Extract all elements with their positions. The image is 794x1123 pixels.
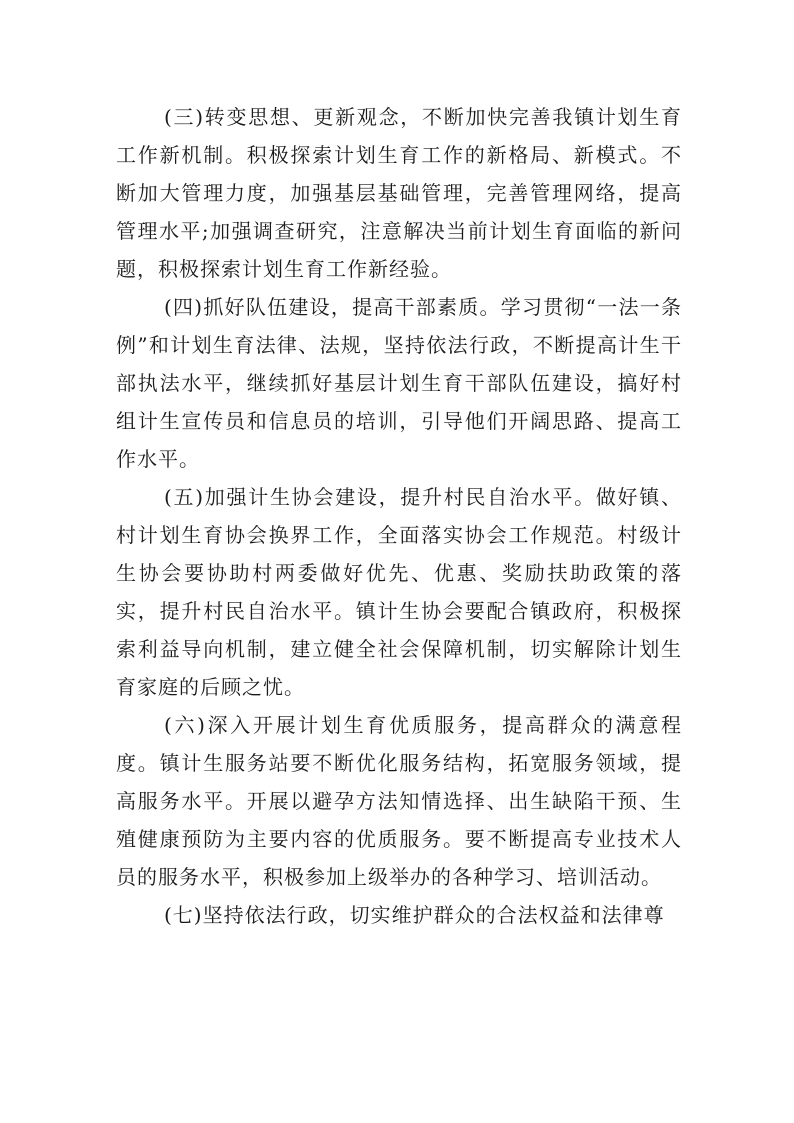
paragraph-4: (四)抓好队伍建设，提高干部素质。学习贯彻“一法一条例”和计划生育法律、法规，坚持依法行政，不断提高计生干部执法水平，继续抓好基层计划生育干部队伍建设，搞好村组计生宣传员和信息员的培训，引导他们开阔思路、提高工作水平。	[116, 295, 682, 471]
paragraph-5: (五)加强计生协会建设，提升村民自治水平。做好镇、村计划生育协会换界工作，全面落实协会工作规范。村级计生协会要协助村两委做好优先、优惠、奖励扶助政策的落实，提升村民自治水平。镇计生协会要配合镇政府，积极探索利益导向机制，建立健全社会保障机制，切实解除计划生育家庭的后顾之忧。	[116, 485, 682, 699]
paragraph-3: (三)转变思想、更新观念，不断加快完善我镇计划生育工作新机制。积极探索计划生育工作的新格局、新模式。不断加大管理力度，加强基层基础管理，完善管理网络，提高管理水平;加强调查研究，注意解决当前计划生育面临的新问题，积极探索计划生育工作新经验。	[116, 105, 682, 281]
document-body	[116, 98, 682, 934]
paragraph-6: (六)深入开展计划生育优质服务，提高群众的满意程度。镇计生服务站要不断优化服务结构，拓宽服务领域，提高服务水平。开展以避孕方法知情选择、出生缺陷干预、生殖健康预防为主要内容的优质服务。要不断提高专业技术人员的服务水平，积极参加上级举办的各种学习、培训活动。	[116, 713, 682, 889]
paragraph-7: (七)坚持依法行政，切实维护群众的合法权益和法律尊	[164, 903, 665, 927]
